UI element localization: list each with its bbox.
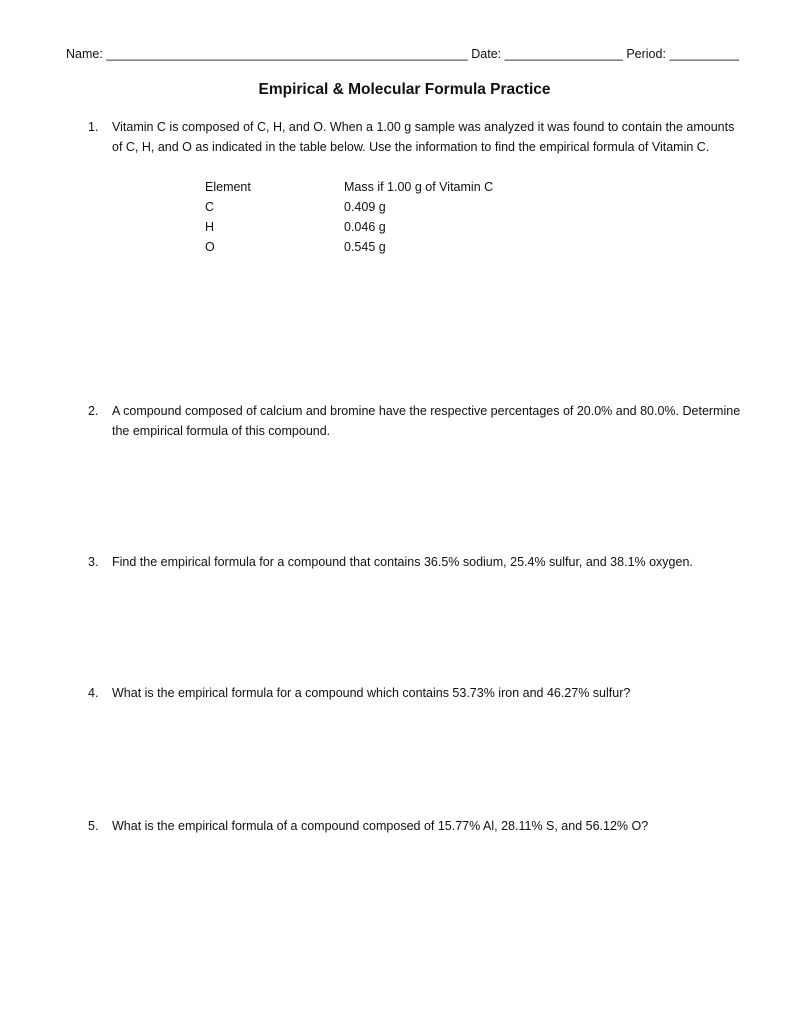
question-text: A compound composed of calcium and bromine have the respective percentages of 20.0% and 80.0%. Determine the empirical formula of this compound. [112, 404, 741, 438]
table-cell-mass: 0.046 g [344, 220, 386, 234]
question-number: 2. [88, 404, 99, 418]
question-text: What is the empirical formula of a compound composed of 15.77% Al, 28.11% S, and 56.12% O? [112, 819, 649, 833]
period-field-label[interactable]: Period: __________ [626, 47, 739, 61]
table-header-row [205, 177, 493, 197]
table-header-cell: Mass if 1.00 g of Vitamin C [344, 180, 494, 194]
question-text: Find the empirical formula for a compound that contains 36.5% sodium, 25.4% sulfur, and 38.1% oxygen. [112, 555, 693, 569]
page-title: Empirical & Molecular Formula Practice [258, 81, 551, 98]
header-fields [66, 47, 739, 61]
question-4 [88, 683, 748, 703]
table-row [205, 237, 493, 257]
table-cell-element: C [205, 200, 215, 214]
question-3 [88, 552, 748, 572]
table-header-cell: Element [205, 180, 251, 194]
question-number: 3. [88, 555, 99, 569]
question-text: What is the empirical formula for a compound which contains 53.73% iron and 46.27% sulfur? [112, 686, 631, 700]
date-field-label[interactable]: Date: _________________ [471, 47, 623, 61]
name-field-label[interactable]: Name: ____________________________________________________ [66, 47, 468, 61]
question-number: 5. [88, 819, 99, 833]
question-number: 1. [88, 120, 99, 134]
table-cell-mass: 0.409 g [344, 200, 386, 214]
table-row [205, 217, 493, 237]
table-cell-element: H [205, 220, 215, 234]
question-1 [88, 117, 748, 157]
vitamin-c-mass-table [205, 177, 493, 257]
question-5 [88, 816, 748, 836]
table-cell-element: O [205, 240, 215, 254]
table-cell-mass: 0.545 g [344, 240, 386, 254]
question-number: 4. [88, 686, 99, 700]
table-row [205, 197, 493, 217]
question-text: Vitamin C is composed of C, H, and O. When a 1.00 g sample was analyzed it was found to contain the amounts of C, H, and O as indicated in the table below. Use the information to find the empirical formula of Vitamin C. [112, 120, 735, 154]
question-2 [88, 401, 748, 441]
